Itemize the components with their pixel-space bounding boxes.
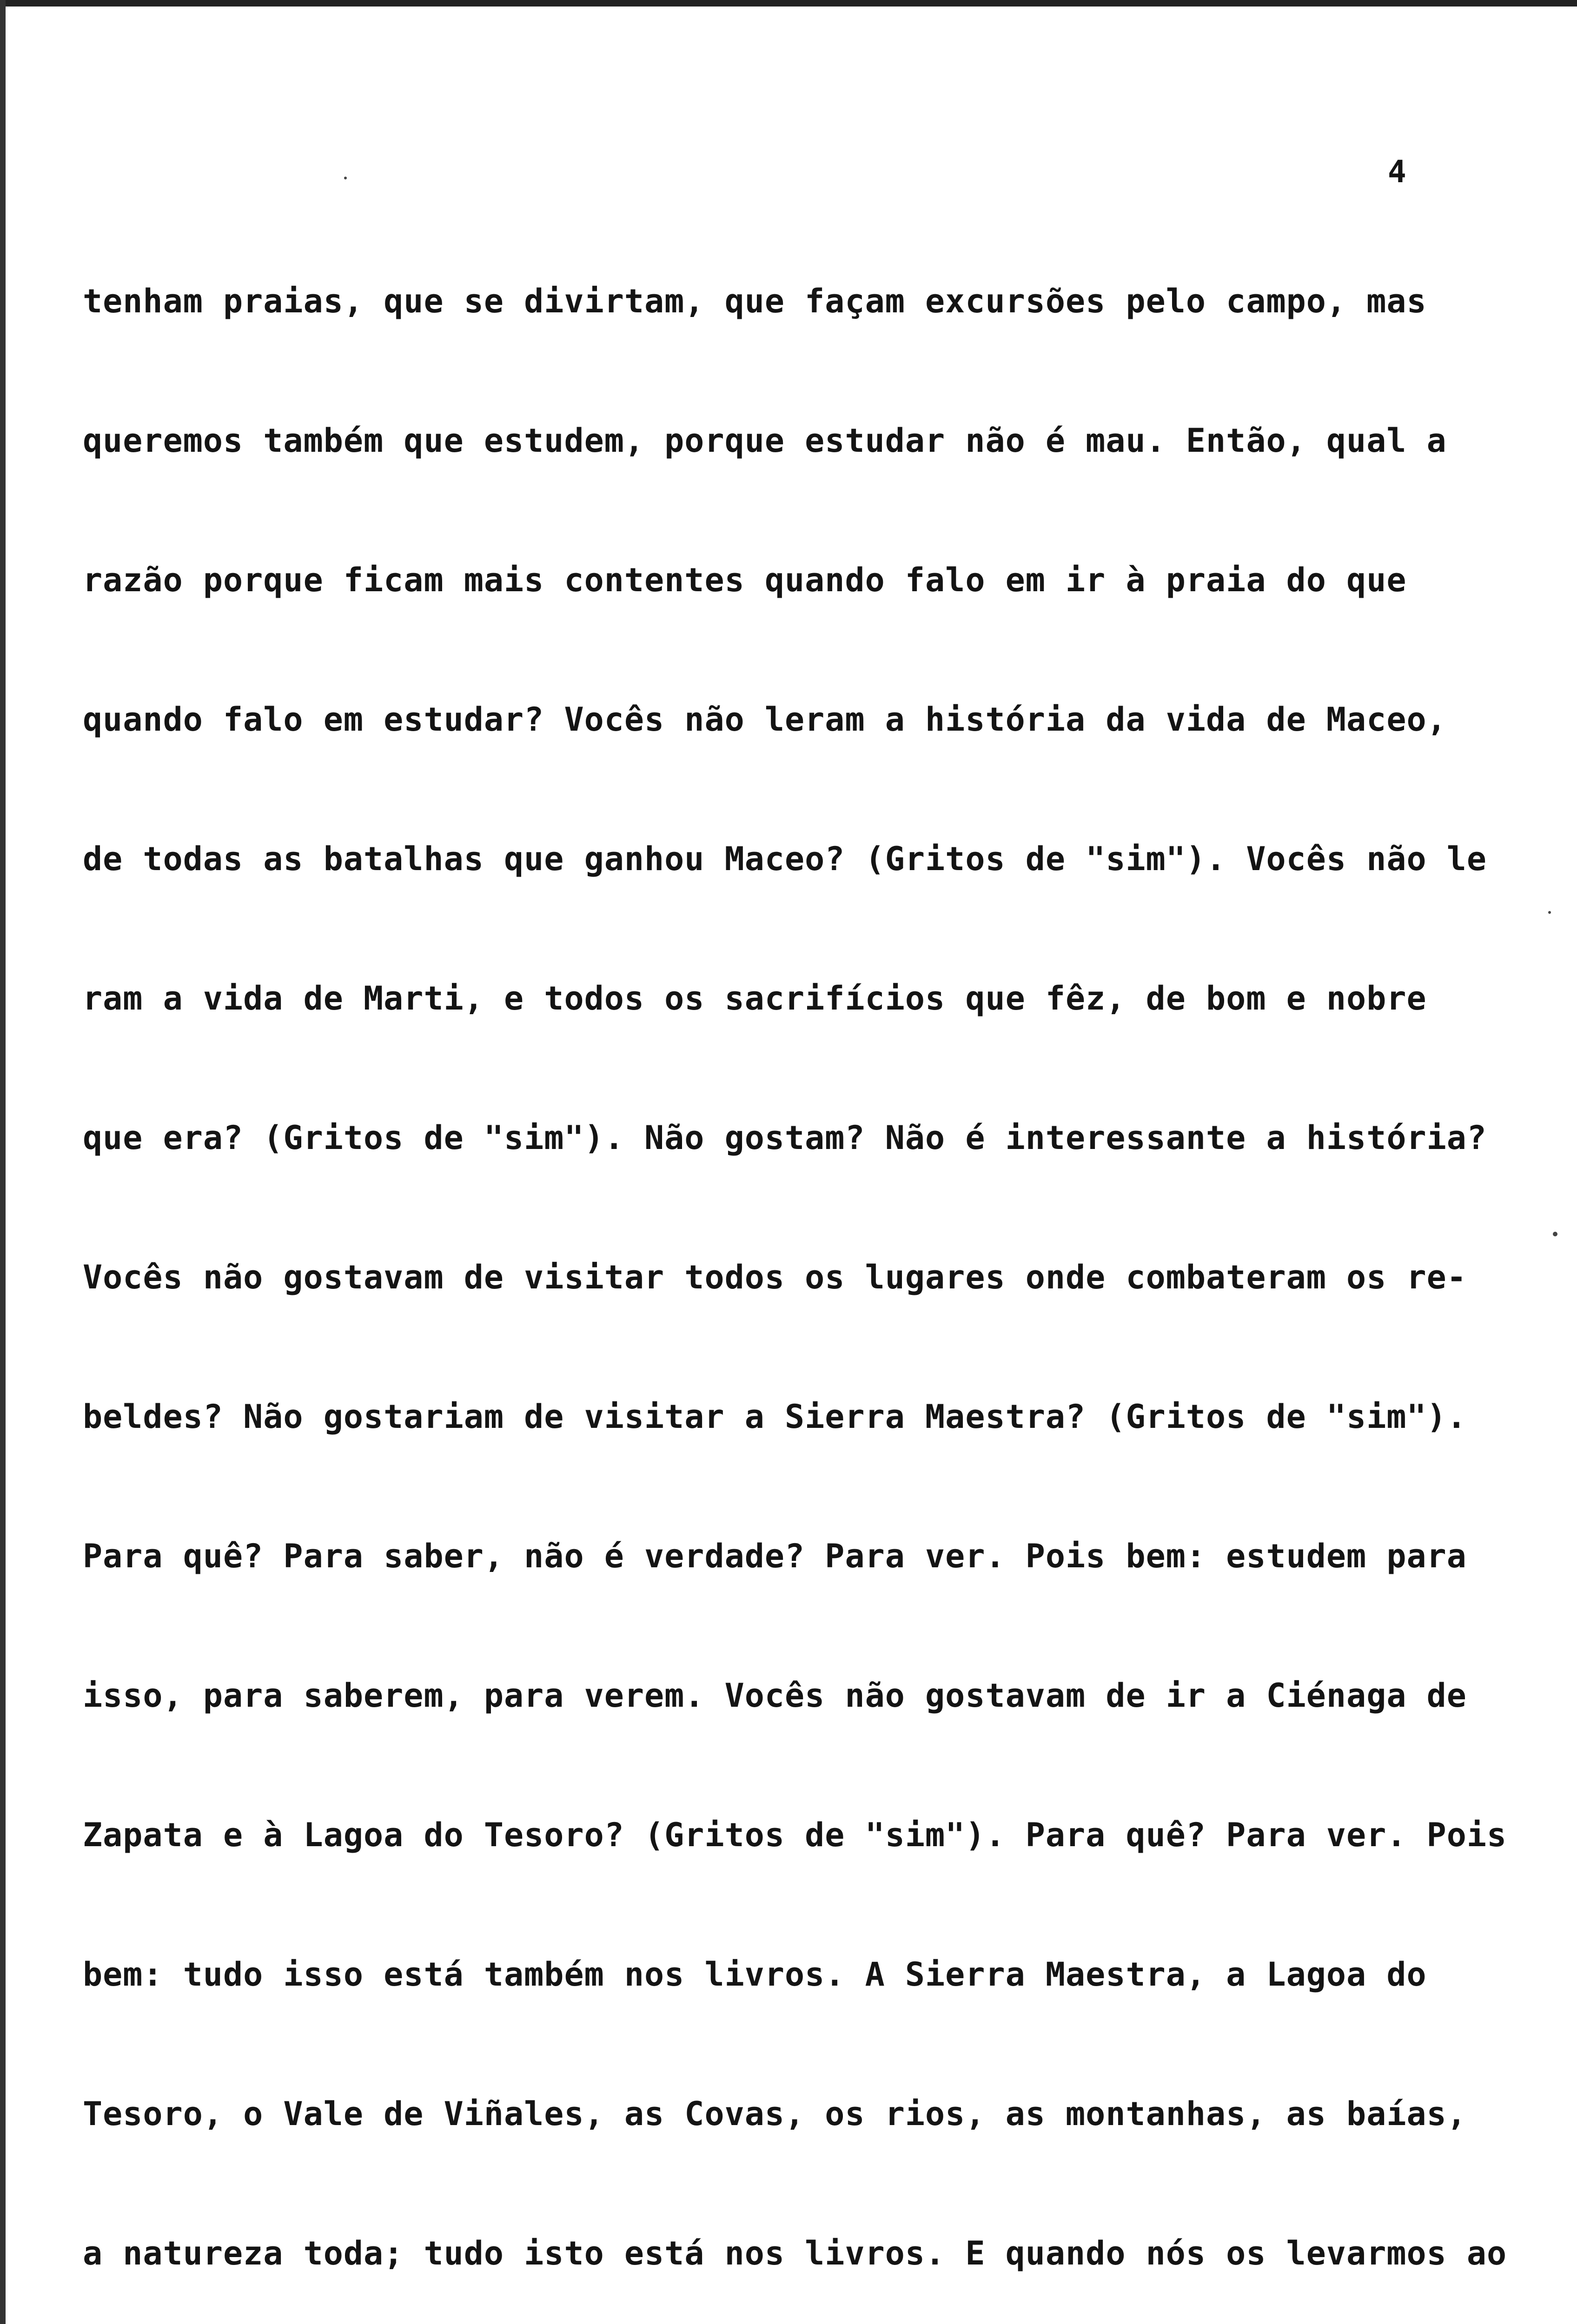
page-number: 4	[1388, 154, 1406, 190]
text-line: Tesoro, o Vale de Viñales, as Covas, os rios, as montanhas, as baías,	[83, 2095, 1467, 2133]
scan-speck	[344, 177, 347, 179]
text-line: quando falo em estudar? Vocês não leram a história da vida de Maceo,	[83, 700, 1447, 739]
top-border-line	[0, 0, 1577, 7]
text-line: de todas as batalhas que ganhou Maceo? (Gritos de "sim"). Vocês não le	[83, 840, 1487, 878]
text-line: tenham praias, que se divirtam, que façam excursões pelo campo, mas	[83, 282, 1427, 320]
text-line: isso, para saberem, para verem. Vocês não gostavam de ir a Ciénaga de	[83, 1677, 1467, 1715]
scan-speck	[1548, 911, 1551, 914]
text-line: razão porque ficam mais contentes quando falo em ir à praia do que	[83, 561, 1407, 599]
text-line: bem: tudo isso está também nos livros. A Sierra Maestra, a Lagoa do	[83, 1955, 1427, 1994]
body-text	[83, 185, 1507, 2324]
scan-speck	[1553, 1232, 1557, 1236]
text-line: Para quê? Para saber, não é verdade? Para ver. Pois bem: estudem para	[83, 1537, 1467, 1575]
text-line: Vocês não gostavam de visitar todos os lugares onde combateram os re-	[83, 1258, 1467, 1296]
text-line: que era? (Gritos de "sim"). Não gostam? Não é interessante a história?	[83, 1119, 1487, 1157]
text-line: beldes? Não gostariam de visitar a Sierra Maestra? (Gritos de "sim").	[83, 1398, 1467, 1436]
left-border-line	[0, 0, 6, 2324]
text-line: Zapata e à Lagoa do Tesoro? (Gritos de "sim"). Para quê? Para ver. Pois	[83, 1816, 1507, 1854]
text-line: a natureza toda; tudo isto está nos livros. E quando nós os levarmos ao	[83, 2234, 1507, 2272]
text-line: ram a vida de Marti, e todos os sacrifícios que fêz, de bom e nobre	[83, 979, 1427, 1017]
text-line: queremos também que estudem, porque estudar não é mau. Então, qual a	[83, 422, 1447, 460]
